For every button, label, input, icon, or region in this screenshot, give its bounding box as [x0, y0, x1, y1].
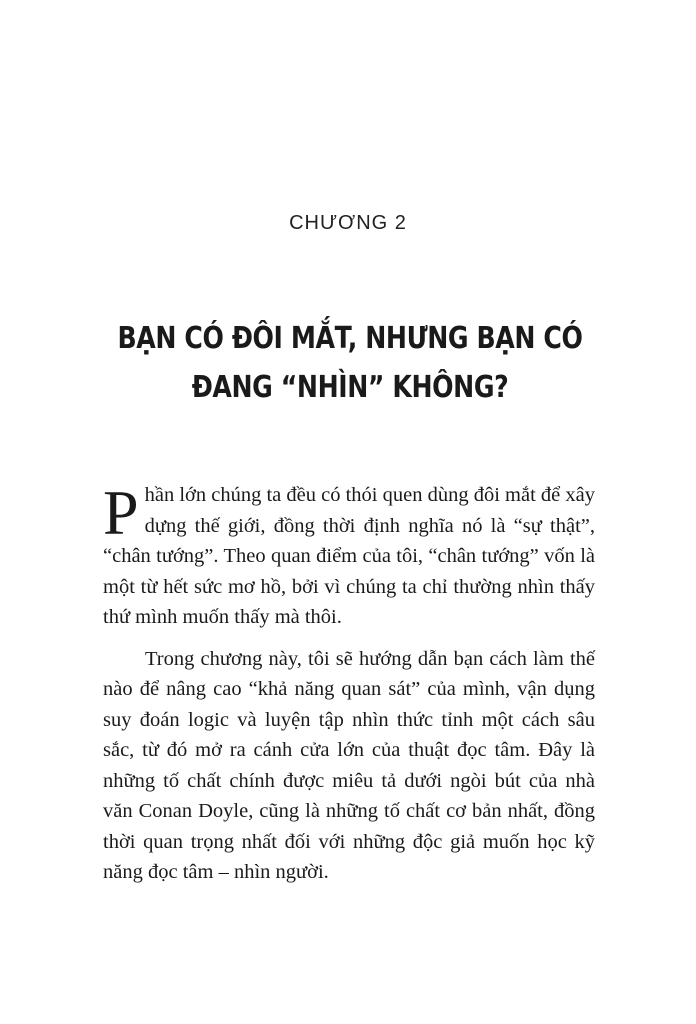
chapter-title-line-1: BẠN CÓ ĐÔI MẮT, NHƯNG BẠN CÓ	[117, 321, 583, 356]
paragraph-1-text: hần lớn chúng ta đều có thói quen dùng đôi mắt để xây dựng thế giới, đồng thời định nghĩa nó là “sự thật”, “chân tướng”. Theo quan điểm của tôi, “chân tướng” vốn là một từ hết sức mơ hồ, bởi vì chúng ta chỉ thường nhìn thấy thứ mình muốn thấy mà thôi.	[103, 484, 595, 628]
body-text	[103, 477, 595, 899]
drop-cap: P	[103, 477, 139, 548]
chapter-title-line-2: ĐANG “NHÌN” KHÔNG?	[191, 370, 509, 405]
chapter-title	[106, 314, 593, 412]
chapter-label: CHƯƠNG 2	[289, 212, 407, 234]
paragraph-1	[103, 477, 595, 633]
paragraph-2: Trong chương này, tôi sẽ hướng dẫn bạn cách làm thế nào để nâng cao “khả năng quan sát” của mình, vận dụng suy đoán logic và luyện tập nhìn thức tỉnh một cách sâu sắc, từ đó mở ra cánh cửa lớn của thuật đọc tâm. Đây là những tố chất chính được miêu tả dưới ngòi bút của nhà văn Conan Doyle, cũng là những tố chất cơ bản nhất, đồng thời quan trọng nhất đối với những độc giả muốn học kỹ năng đọc tâm – nhìn người.	[103, 647, 595, 883]
